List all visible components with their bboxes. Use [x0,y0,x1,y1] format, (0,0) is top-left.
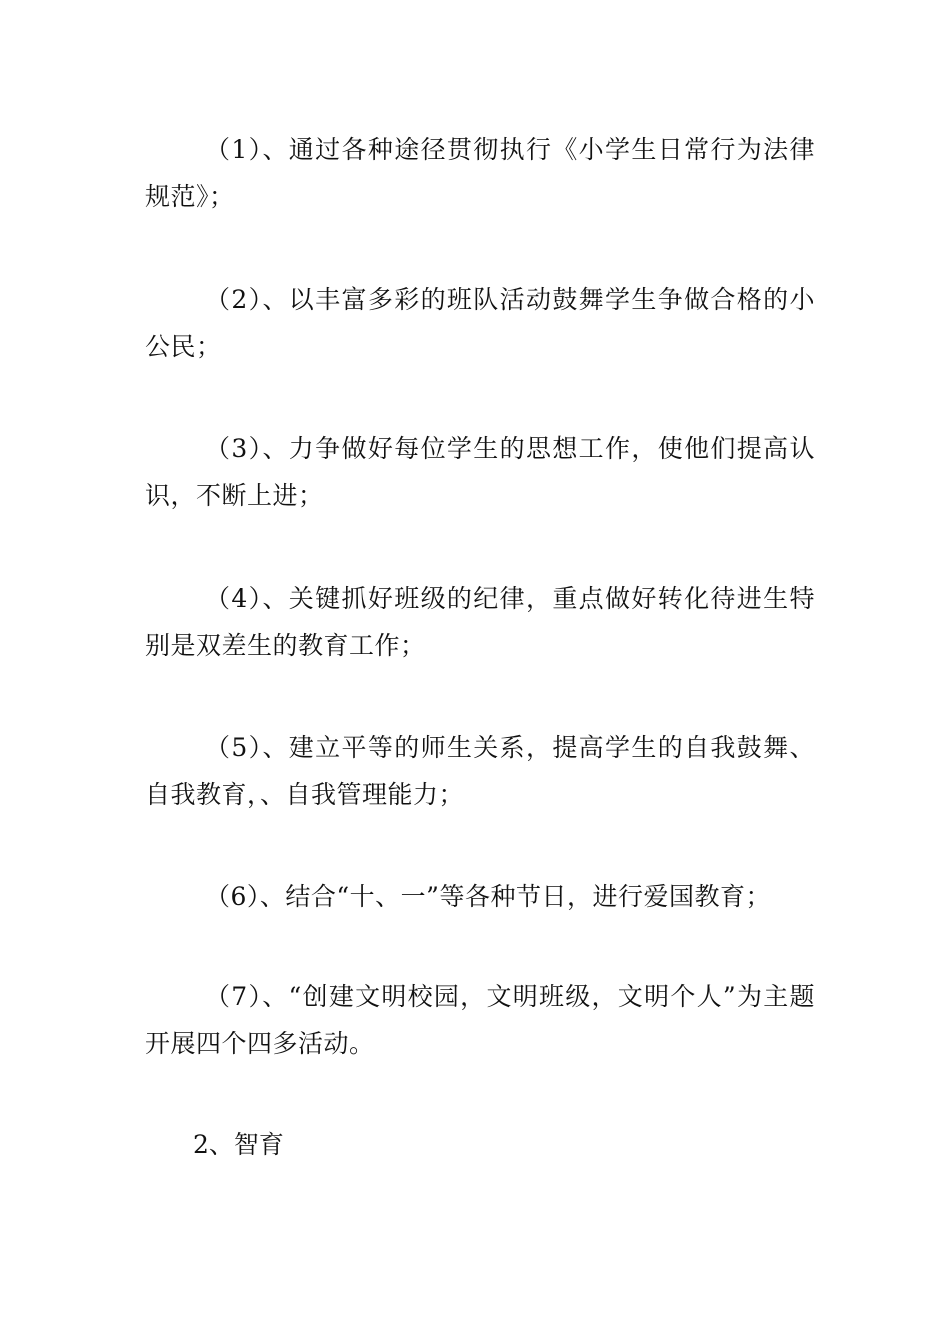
paragraph-item-5: （5）、建立平等的师生关系，提高学生的自我鼓舞、自我教育，、自我管理能力； [145,733,815,809]
paragraph-item-6: （6）、结合“十、一”等各种节日，进行爱国教育； [205,882,771,911]
paragraph-item-3: （3）、力争做好每位学生的思想工作，使他们提高认识，不断上进； [145,434,815,510]
paragraph-item-2: （2）、以丰富多彩的班队活动鼓舞学生争做合格的小公民； [145,285,815,361]
section-heading: 2、智育 [193,1130,284,1159]
paragraph-item-1: （1）、通过各种途径贯彻执行《小学生日常行为法律规范》； [145,135,815,211]
paragraph-item-7: （7）、“创建文明校园，文明班级，文明个人”为主题开展四个四多活动。 [145,982,815,1058]
paragraph-item-4: （4）、关键抓好班级的纪律，重点做好转化待进生特别是双差生的教育工作； [145,584,815,660]
